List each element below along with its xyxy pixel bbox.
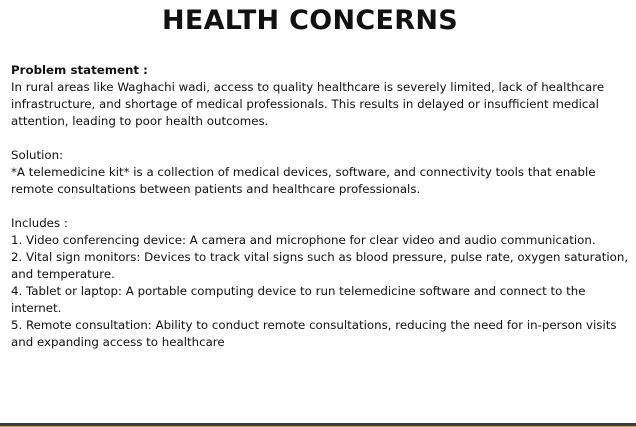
solution-line: *A telemedicine kit* is a collection of medical devices, software, and connectivity tools that enable <box>11 165 596 179</box>
problem-line: In rural areas like Waghachi wadi, access to quality healthcare is severely limited, lack of healthcare <box>11 80 605 94</box>
problem-line: infrastructure, and shortage of medical professionals. This results in delayed or insufficient medical <box>11 97 599 111</box>
spacer <box>11 198 623 215</box>
bottom-divider <box>0 423 636 427</box>
content-body <box>11 62 629 351</box>
includes-line: internet. <box>11 301 62 315</box>
includes-line: 1. Video conferencing device: A camera and microphone for clear video and audio communication. <box>11 233 596 247</box>
includes-line: and temperature. <box>11 267 115 281</box>
problem-line: attention, leading to poor health outcomes. <box>11 114 269 128</box>
includes-heading: Includes : <box>11 216 68 230</box>
solution-line: remote consultations between patients and healthcare professionals. <box>11 182 421 196</box>
spacer <box>11 130 623 147</box>
problem-heading: Problem statement : <box>11 63 148 77</box>
includes-line: 2. Vital sign monitors: Devices to track vital signs such as blood pressure, pulse rate, oxygen saturation, <box>11 250 629 264</box>
includes-line: 5. Remote consultation: Ability to conduct remote consultations, reducing the need for in-person visits <box>11 318 617 332</box>
solution-heading: Solution: <box>11 148 64 162</box>
includes-line: and expanding access to healthcare <box>11 335 225 349</box>
includes-line: 4. Tablet or laptop: A portable computing device to run telemedicine software and connect to the <box>11 284 586 298</box>
page-title: HEALTH CONCERNS <box>161 5 459 36</box>
